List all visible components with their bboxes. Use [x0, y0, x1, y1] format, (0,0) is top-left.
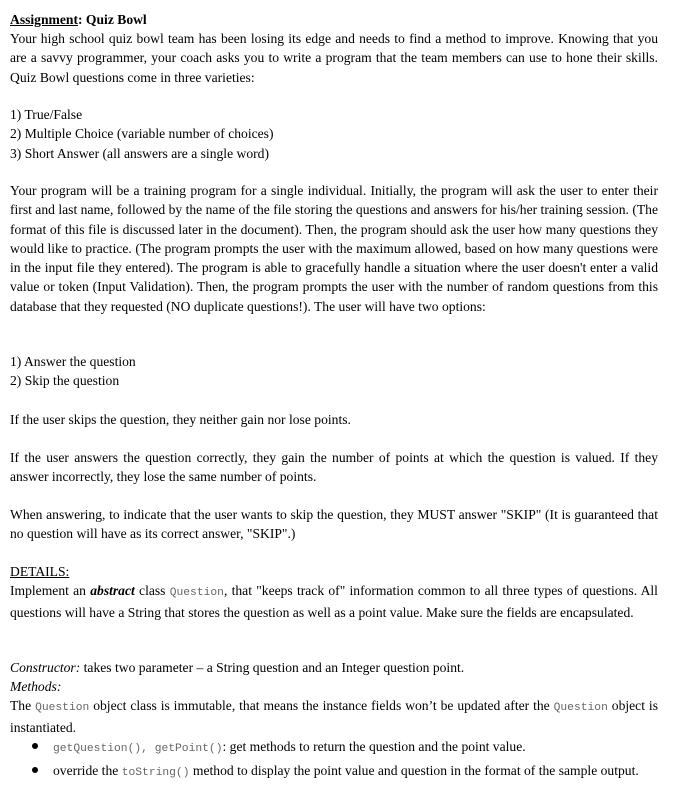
question-class-code: Question: [35, 702, 90, 714]
constructor-label: Constructor:: [10, 660, 81, 675]
assignment-title: : Quiz Bowl: [77, 12, 147, 27]
list-item: 1) True/False: [10, 107, 83, 122]
assignment-label: Assignment: [10, 12, 78, 27]
list-item: 1) Answer the question: [10, 354, 136, 369]
class-name-code: Question: [169, 587, 224, 599]
tostring-method-code: toString(): [121, 767, 190, 780]
skip-answer-paragraph: When answering, to indicate that the user wants to skip the question, they MUST answer "SKIP" (It is guaranteed that no question will have as its correct answer, "SKIP".): [10, 507, 658, 542]
immutable-paragraph: The Question object class is immutable, that means the instance fields won’t be updated after the Question object is instantiated.: [10, 698, 658, 736]
details-heading: DETAILS:: [10, 564, 70, 579]
list-item: 2) Multiple Choice (variable number of choices): [10, 126, 274, 142]
skip-rule-paragraph: If the user skips the question, they neither gain nor lose points.: [10, 412, 351, 427]
answer-rule-paragraph: If the user answers the question correctly, they gain the number of points at which the question is valued. If they answer incorrectly, they lose the same number of points.: [10, 450, 658, 485]
bullet-icon: [32, 743, 38, 749]
implement-paragraph: Implement an abstract class Question, that "keeps track of" information common to all three types of questions. All questions will have a String that stores the question as well as a point value. Make sure the fields are encapsulated.: [10, 583, 658, 621]
bullet-icon: [32, 767, 38, 773]
varieties-list: [10, 105, 658, 163]
getter-methods-code: getQuestion(), getPoint(): [53, 743, 223, 755]
program-description: Your program will be a training program for a single individual. Initially, the program will ask the user to enter their first and last name, followed by the name of the file storing the questions and answers for his/her training session. (The format of this file is discussed later in the document). Then, the program should ask the user how many questions they would like to practice. (The program prompts the user with the maximum allowed, based on how many questions were in the input file they entered). The program is able to gracefully handle a situation where the user doesn't enter a valid value or token (Input Validation). Then, the program prompts the user with the number of random questions from this database that they requested (NO duplicate questions!). The user will have two options:: [10, 183, 658, 314]
constructor-line: Constructor: takes two parameter – a String question and an Integer question point.: [10, 660, 465, 675]
list-item: 2) Skip the question: [10, 373, 120, 389]
list-item: getQuestion(), getPoint(): get methods to return the question and the point value.: [10, 737, 658, 759]
assignment-heading: [10, 10, 658, 29]
list-item: 3) Short Answer (all answers are a single word): [10, 145, 269, 161]
intro-paragraph: Your high school quiz bowl team has been losing its edge and needs to find a method to improve. Knowing that you are a savvy programmer, your coach asks you to write a program that the team members can use to hone their skills. Quiz Bowl questions come in three varieties:: [10, 31, 658, 85]
list-item: override the toString() method to display the point value and question in the format of the sample output.: [10, 761, 658, 783]
question-class-code: Question: [553, 702, 608, 714]
abstract-keyword: abstract: [90, 583, 135, 598]
options-list: [10, 352, 658, 391]
methods-bullet-list: [10, 737, 658, 784]
methods-label: Methods:: [10, 679, 62, 694]
